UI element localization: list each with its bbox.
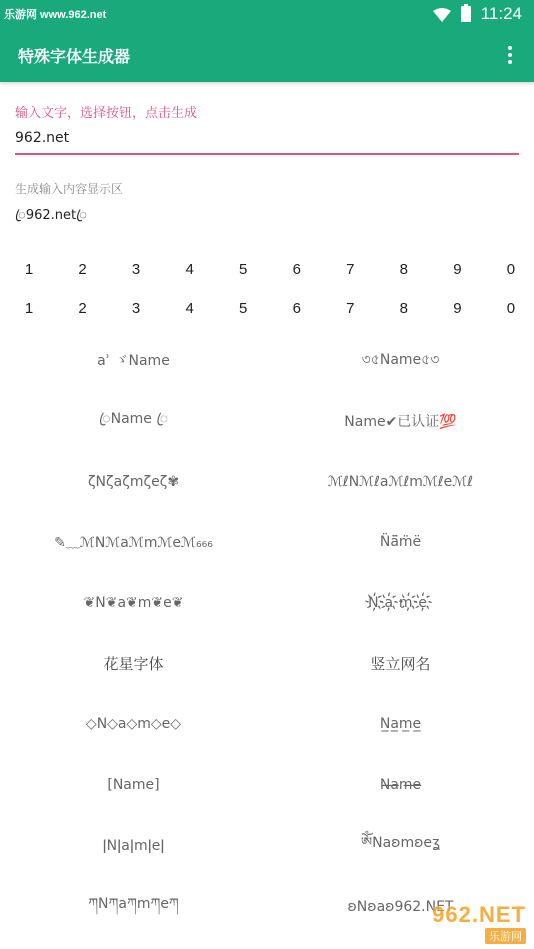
num-button-2[interactable]: 2 (78, 261, 87, 278)
num-button-4[interactable]: 4 (185, 300, 194, 317)
num-button-0[interactable]: 0 (506, 261, 516, 278)
num-button-0[interactable]: 0 (506, 300, 516, 317)
more-vert-icon[interactable] (504, 42, 516, 68)
num-button-6[interactable]: 6 (292, 300, 301, 317)
style-button[interactable]: aʾ ゞName (97, 353, 170, 370)
number-row-1 (0, 261, 534, 278)
num-button-9[interactable]: 9 (453, 261, 462, 278)
style-button[interactable]: Name✔已认证💯 (344, 414, 457, 431)
style-button[interactable]: N̶a̶m̶e̶ (379, 777, 422, 794)
num-button-6[interactable]: 6 (292, 261, 301, 278)
num-button-8[interactable]: 8 (399, 300, 408, 317)
num-button-5[interactable]: 5 (239, 261, 248, 278)
style-button[interactable]: ʚNʚaʚ962.NET (347, 898, 454, 915)
style-button[interactable]: ǀNǀaǀmǀeǀ (102, 837, 165, 854)
output-label: 生成输入内容显示区 (15, 182, 124, 196)
style-button[interactable]: N̈ä̈m̈ë (379, 534, 422, 551)
style-button[interactable]: ꦿName ꦿ (98, 410, 169, 427)
num-button-7[interactable]: 7 (346, 300, 355, 317)
text-input[interactable] (15, 129, 519, 155)
app-title: 特殊字体生成器 (18, 46, 131, 66)
style-button[interactable]: ཀNཀaཀmཀeཀ (88, 895, 179, 912)
style-button[interactable]: [Name] (107, 777, 160, 794)
style-button-flower-star[interactable]: 花星字体 (103, 655, 164, 674)
app-bar (0, 28, 534, 82)
style-button[interactable]: ৩৫Name৫৩ (361, 352, 440, 369)
battery-icon (461, 6, 471, 22)
watermark-logo (402, 903, 526, 943)
num-button-3[interactable]: 3 (131, 300, 141, 317)
status-time: 11:24 (480, 4, 522, 23)
num-button-1[interactable]: 1 (24, 300, 34, 317)
style-button[interactable]: ◇N◇a◇m◇e◇ (85, 716, 182, 733)
style-button[interactable]: ༀNaʚmʚeʓ (360, 834, 441, 851)
input-hint-label: 输入文字，选择按钮，点击生成 (15, 106, 198, 121)
num-button-5[interactable]: 5 (239, 300, 248, 317)
num-button-4[interactable]: 4 (185, 261, 194, 278)
num-button-1[interactable]: 1 (24, 261, 34, 278)
style-button[interactable]: ℳℓNℳℓaℳℓmℳℓeℳℓ (327, 473, 474, 490)
num-button-9[interactable]: 9 (453, 300, 462, 317)
num-button-7[interactable]: 7 (346, 261, 355, 278)
style-button-vertical-name[interactable]: 竖立网名 (370, 655, 431, 674)
wifi-icon (433, 7, 451, 21)
num-button-2[interactable]: 2 (78, 300, 87, 317)
font-style-grid (0, 330, 534, 937)
output-text: ꦿ962.netꦿ (15, 208, 87, 223)
text-input-section (15, 102, 519, 155)
number-row-2 (0, 300, 534, 317)
style-button[interactable]: N҉a҉m҉e҉ (368, 595, 433, 612)
num-button-3[interactable]: 3 (131, 261, 141, 278)
style-button[interactable]: ✎﹏ℳNℳaℳmℳeℳ₆₆₆ (54, 535, 213, 552)
style-button[interactable]: N̲a̲m̲e̲ (379, 716, 422, 733)
watermark-bottom: 乐游网 (485, 928, 526, 944)
watermark-top: 962.NET (432, 902, 526, 927)
status-bar (0, 0, 534, 28)
style-button[interactable]: ❦N❦a❦m❦e❦ (83, 595, 184, 612)
style-button[interactable]: ζNζaζmζeζ✾ (87, 473, 180, 490)
status-site-label: 乐游网 www.962.net (4, 9, 107, 21)
num-button-8[interactable]: 8 (399, 261, 408, 278)
